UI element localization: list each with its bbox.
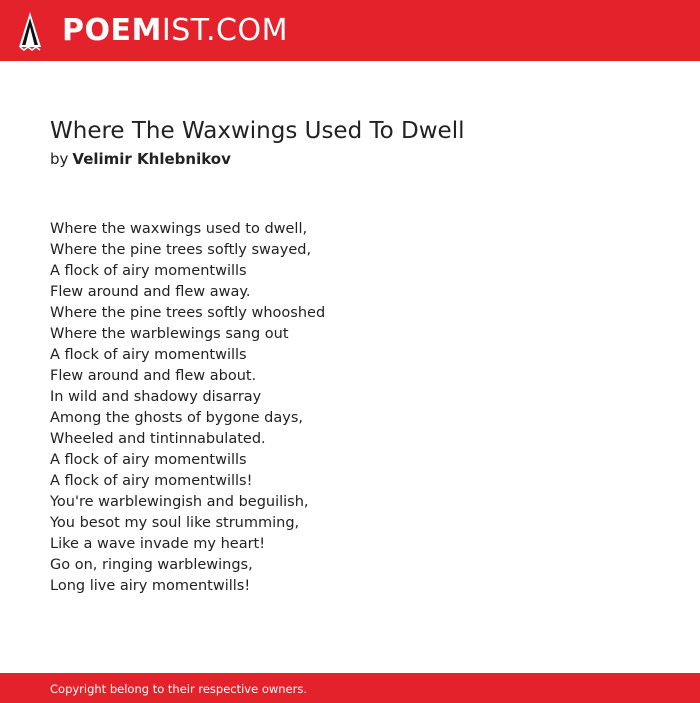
- site-header: [0, 0, 700, 61]
- poem-line: You're warblewingish and beguilish,: [50, 494, 309, 510]
- poem-line: Flew around and flew away.: [50, 284, 251, 300]
- poem-line: Among the ghosts of bygone days,: [50, 410, 303, 426]
- by-label: by: [50, 150, 69, 168]
- poem-line: A flock of airy momentwills: [50, 263, 247, 279]
- poem-line: Long live airy momentwills!: [50, 578, 251, 594]
- poem-line: A flock of airy momentwills: [50, 347, 247, 363]
- site-footer: [0, 673, 700, 703]
- brand-light: IST.COM: [161, 13, 288, 48]
- poem-body: [50, 219, 325, 597]
- site-logo-text[interactable]: [62, 12, 288, 50]
- poem-line: Go on, ringing warblewings,: [50, 557, 253, 573]
- brand-bold: POEM: [62, 13, 162, 48]
- byline: [50, 149, 231, 169]
- poem-line: Like a wave invade my heart!: [50, 536, 266, 552]
- copyright-text: Copyright belong to their respective owners.: [50, 682, 308, 696]
- poem-line: Where the warblewings sang out: [50, 326, 289, 342]
- poem-line: Where the waxwings used to dwell,: [50, 221, 308, 237]
- poem-line: You besot my soul like strumming,: [50, 515, 300, 531]
- poem-line: Flew around and flew about.: [50, 368, 257, 384]
- poem-line: A flock of airy momentwills!: [50, 473, 253, 489]
- poem-line: In wild and shadowy disarray: [50, 389, 262, 405]
- author-link[interactable]: Velimir Khlebnikov: [72, 150, 231, 168]
- poem-line: A flock of airy momentwills: [50, 452, 247, 468]
- pen-nib-icon[interactable]: [17, 11, 43, 51]
- poem-title: Where The Waxwings Used To Dwell: [50, 118, 465, 144]
- poem-line: Where the pine trees softly swayed,: [50, 242, 312, 258]
- poem-line: Wheeled and tintinnabulated.: [50, 431, 266, 447]
- poem-line: Where the pine trees softly whooshed: [50, 305, 326, 321]
